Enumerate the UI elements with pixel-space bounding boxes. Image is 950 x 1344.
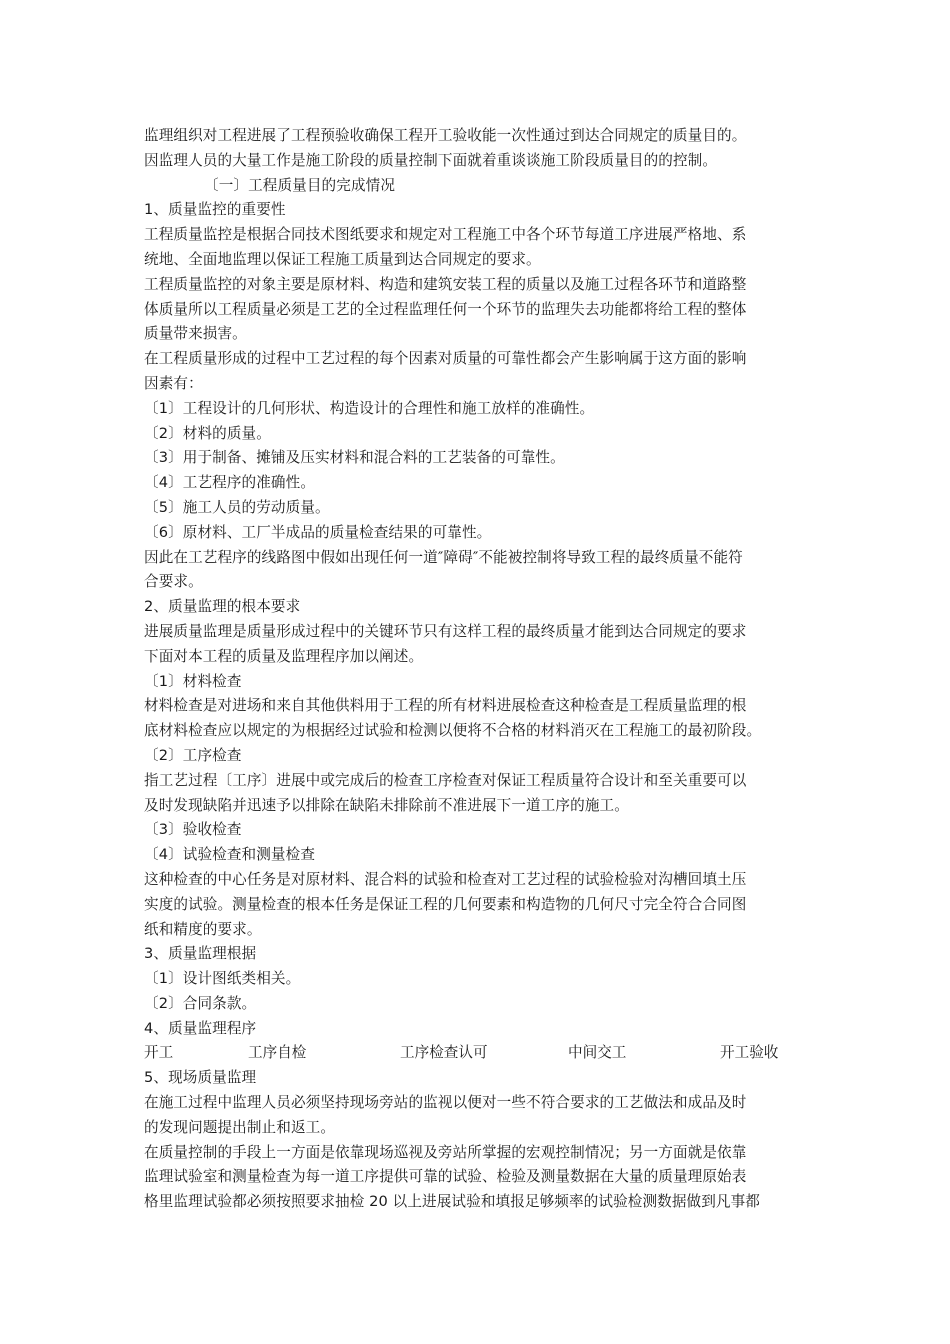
section-heading: 5、现场质量监理	[144, 1069, 257, 1087]
list-item: 〔1〕工程设计的几何形状、构造设计的合理性和施工放样的准确性。	[144, 399, 595, 417]
section-heading: 〔一〕工程质量目的完成情况	[204, 176, 396, 194]
body-text: 指工艺过程〔工序〕进展中或完成后的检查工序检查对保证工程质量符合设计和至关重要可以	[144, 771, 747, 789]
flow-step: 开工验收	[720, 1044, 779, 1062]
document-page	[144, 124, 814, 1215]
body-text: 工程质量监控的对象主要是原材料、构造和建筑安装工程的质量以及施工过程各环节和道路整	[144, 275, 747, 293]
body-text: 下面对本工程的质量及监理程序加以阐述。	[144, 647, 424, 665]
body-text: 材料检查是对进场和来自其他供料用于工程的所有材料进展检查这种检查是工程质量监理的根	[144, 697, 747, 715]
body-text: 统地、全面地监理以保证工程施工质量到达合同规定的要求。	[144, 250, 541, 268]
section-heading: 4、质量监理程序	[144, 1019, 257, 1037]
flow-step: 开工	[144, 1044, 174, 1062]
section-heading: 2、质量监理的根本要求	[144, 598, 301, 616]
flow-step: 工序自检	[248, 1044, 307, 1062]
body-text: 进展质量监理是质量形成过程中的关键环节只有这样工程的最终质量才能到达合同规定的要求	[144, 622, 747, 640]
body-text: 在工程质量形成的过程中工艺过程的每个因素对质量的可靠性都会产生影响属于这方面的影响	[144, 350, 747, 368]
body-text: 因监理人员的大量工作是施工阶段的质量控制下面就着重谈谈施工阶段质量目的的控制。	[144, 151, 718, 169]
body-text: 在施工过程中监理人员必须坚持现场旁站的监视以便对一些不符合要求的工艺做法和成品及时	[144, 1094, 747, 1112]
list-item: 〔5〕施工人员的劳动质量。	[144, 498, 330, 516]
body-text: 的发现问题提出制止和返工。	[144, 1118, 336, 1136]
list-item: 〔3〕用于制备、摊铺及压实材料和混合料的工艺装备的可靠性。	[144, 449, 565, 467]
body-text: 底材料检查应以规定的为根据经过试验和检测以便将不合格的材料消灭在工程施工的最初阶段。	[144, 722, 762, 740]
list-item: 〔4〕工艺程序的准确性。	[144, 474, 316, 492]
body-text: 合要求。	[144, 573, 203, 591]
list-item: 〔2〕工序检查	[144, 746, 242, 764]
list-item: 〔1〕设计图纸类相关。	[144, 970, 301, 988]
flow-step: 中间交工	[568, 1044, 627, 1062]
list-item: 〔6〕原材料、工厂半成品的质量检查结果的可靠性。	[144, 523, 492, 541]
body-text: 这种检查的中心任务是对原材料、混合料的试验和检查对工艺过程的试验检验对沟槽回填土压	[144, 870, 747, 888]
section-heading: 3、质量监理根据	[144, 945, 257, 963]
body-text: 监理试验室和测量检查为每一道工序提供可靠的试验、检验及测量数据在大量的质量理原始表	[144, 1168, 747, 1186]
list-item: 〔2〕材料的质量。	[144, 424, 271, 442]
body-text: 工程质量监控是根据合同技术图纸要求和规定对工程施工中各个环节每道工序进展严格地、系	[144, 226, 747, 244]
section-heading: 1、质量监控的重要性	[144, 201, 286, 219]
process-flow	[144, 1041, 814, 1066]
list-item: 〔4〕试验检查和测量检查	[144, 846, 316, 864]
body-text: 格里监理试验都必须按照要求抽检 20 以上进展试验和填报足够频率的试验检测数据做到凡事都	[144, 1193, 761, 1211]
body-text: 在质量控制的手段上一方面是依靠现场巡视及旁站所掌握的宏观控制情况；另一方面就是依靠	[144, 1143, 747, 1161]
body-text: 及时发现缺陷并迅速予以排除在缺陷未排除前不准进展下一道工序的施工。	[144, 796, 629, 814]
list-item: 〔3〕验收检查	[144, 821, 242, 839]
body-text: 因此在工艺程序的线路图中假如出现任何一道″障碍″不能被控制将导致工程的最终质量不能符	[144, 548, 743, 566]
body-text: 质量带来损害。	[144, 325, 247, 343]
list-item: 〔1〕材料检查	[144, 672, 242, 690]
body-text: 纸和精度的要求。	[144, 920, 262, 938]
body-text: 实度的试验。测量检查的根本任务是保证工程的几何要素和构造物的几何尺寸完全符合合同图	[144, 895, 747, 913]
flow-step: 工序检查认可	[400, 1044, 488, 1062]
body-text: 因素有：	[144, 374, 203, 392]
body-text: 监理组织对工程进展了工程预验收确保工程开工验收能一次性通过到达合同规定的质量目的。	[144, 127, 747, 144]
list-item: 〔2〕合同条款。	[144, 994, 257, 1012]
body-text: 体质量所以工程质量必须是工艺的全过程监理任何一个环节的监理失去功能都将给工程的整体	[144, 300, 747, 318]
